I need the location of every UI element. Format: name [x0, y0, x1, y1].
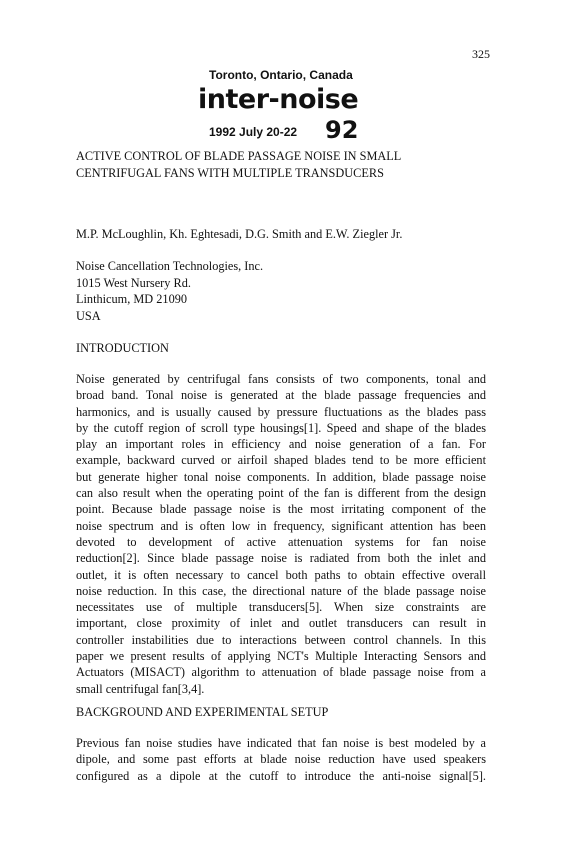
body-line: can also result when the operating point of the fan is different from the design: [76, 486, 486, 501]
body-line: Previous fan noise studies have indicated that fan noise is best modeled by a: [76, 736, 486, 750]
affiliation: [76, 258, 263, 324]
author-list: M.P. McLoughlin, Kh. Eghtesadi, D.G. Smith and E.W. Ziegler Jr.: [76, 227, 403, 241]
page-number: 325: [472, 47, 490, 61]
conference-dates: 1992 July 20-22: [209, 125, 298, 139]
body-line: necessitates use of multiple transducers[5]. When size constraints are: [76, 600, 486, 615]
body-line: play an important roles in efficiency and noise generation of a fan. For: [76, 437, 486, 452]
title-line: CENTRIFUGAL FANS WITH MULTIPLE TRANSDUCERS: [76, 166, 384, 180]
body-line: but generate higher tonal noise components. In addition, blade passage noise: [76, 469, 486, 484]
body-line: Noise generated by centrifugal fans consists of two components, tonal and: [76, 372, 486, 386]
body-line: Actuators (MISACT) algorithm to attenuation of blade passage noise from a: [76, 665, 486, 680]
section-body: [76, 371, 486, 697]
conference-venue: Toronto, Ontario, Canada: [209, 68, 353, 82]
body-line: reduction[2]. Since blade passage noise is radiated from both the inlet and: [76, 551, 486, 566]
affiliation-line: USA: [76, 308, 101, 323]
affiliation-line: Linthicum, MD 21090: [76, 292, 188, 306]
affiliation-line: Noise Cancellation Technologies, Inc.: [76, 259, 264, 273]
paper-title: [76, 148, 401, 182]
conference-year: 92: [325, 116, 359, 144]
title-line: ACTIVE CONTROL OF BLADE PASSAGE NOISE IN SMALL: [76, 149, 402, 163]
body-line: configured as a dipole at the cutoff to introduce the anti-noise signal[5].: [76, 768, 486, 783]
conference-logo: inter-noise: [198, 84, 359, 115]
body-line: noise spectrum and is often low in frequency, significant attention has been: [76, 518, 486, 533]
body-line: point. Because blade passage noise is the most irritating component of the: [76, 502, 486, 517]
body-line: small centrifugal fan[3,4].: [76, 681, 205, 696]
section-body: [76, 735, 486, 784]
body-line: important, close proximity of inlet and outlet transducers can result in: [76, 616, 486, 631]
body-line: by the cutoff region of scroll type housings[1]. Speed and shape of the blades: [76, 420, 486, 435]
section-heading: INTRODUCTION: [76, 341, 169, 355]
body-line: outlet, it is often necessary to cancel both paths to obtain effective overall: [76, 567, 486, 582]
body-line: paper we present results of applying NCT's Multiple Interacting Sensors and: [76, 649, 486, 664]
body-line: broad band. Tonal noise is generated at the blade passage frequencies and: [76, 388, 486, 403]
body-line: dipole, and some past efforts at blade noise reduction have used speakers: [76, 752, 486, 767]
body-line: controller instabilities due to interactions between control channels. In this: [76, 632, 486, 647]
body-line: example, backward curved or airfoil shaped blades tend to be more efficient: [76, 453, 486, 468]
body-line: noise reduction. In this case, the directional nature of the blade passage noise: [76, 583, 486, 598]
body-line: devoted to development of active attenuation systems for fan noise: [76, 534, 486, 549]
affiliation-line: 1015 West Nursery Rd.: [76, 275, 191, 290]
body-line: harmonics, and is usually caused by pressure fluctuations as the blades pass: [76, 404, 486, 419]
section-heading: BACKGROUND AND EXPERIMENTAL SETUP: [76, 705, 329, 719]
